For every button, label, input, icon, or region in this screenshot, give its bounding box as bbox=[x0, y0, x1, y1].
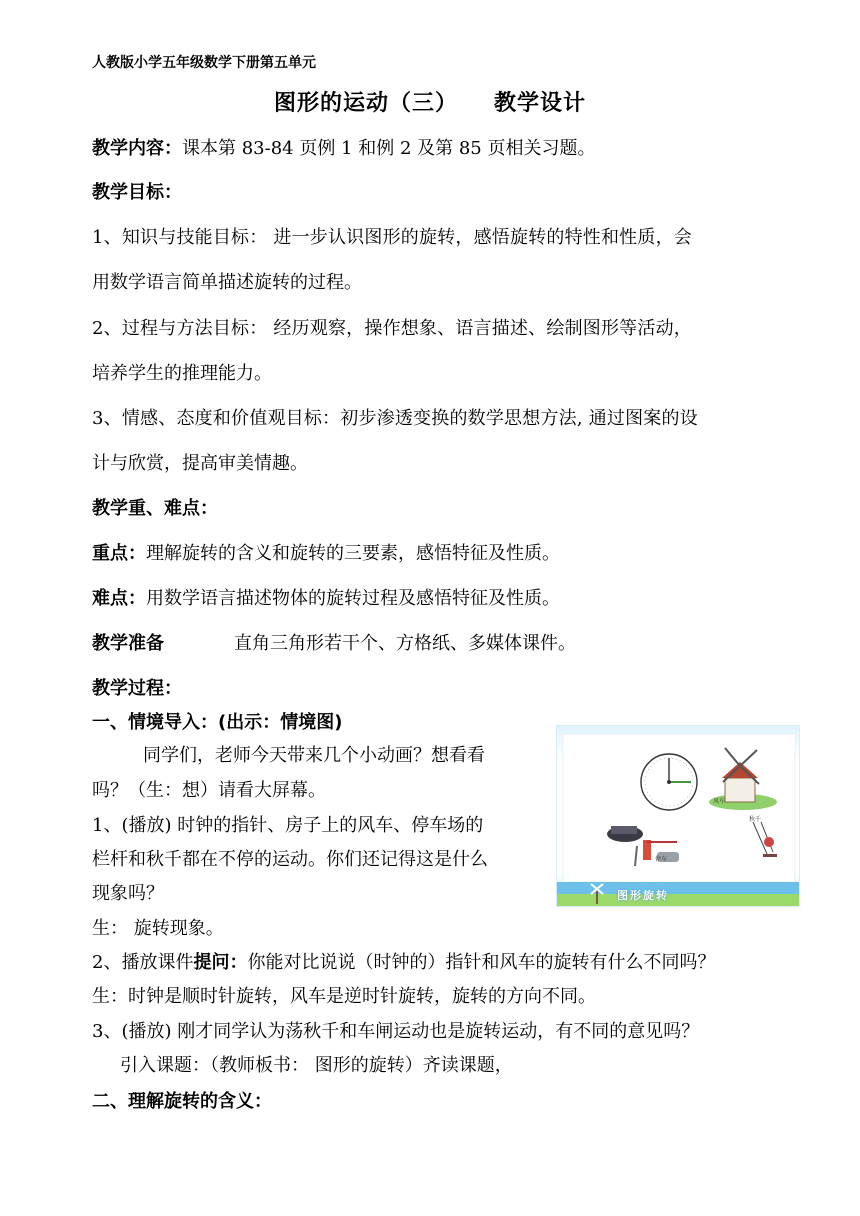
objective-1-line-2: 用数学语言简单描述旋转的过程。 bbox=[92, 272, 362, 293]
scene-banner: 图形旋转 bbox=[617, 889, 669, 902]
paragraph-1-line-1: 同学们，老师今天带来几个小动画？想看看 bbox=[143, 745, 485, 766]
scene-label-swing: 秋千 bbox=[749, 816, 762, 823]
student-answer-2: 生：时钟是顺时针旋转，风车是逆时针旋转，旋转的方向不同。 bbox=[92, 986, 596, 1007]
scene-label-parking: 停车 bbox=[655, 856, 668, 863]
paragraph-6: 3、(播放) 刚才同学认为荡秋千和车闸运动也是旋转运动，有不同的意见吗？ bbox=[92, 1021, 700, 1042]
section-1-heading: 一、情境导入：(出示：情境图) bbox=[92, 712, 343, 733]
paragraph-2-line-2: 栏杆和秋千都在不停的运动。你们还记得这是什么 bbox=[92, 849, 488, 870]
paragraph-2-line-1: 1、(播放) 时钟的指针、房子上的风车、停车场的 bbox=[92, 815, 484, 836]
paragraph-4-prefix: 2、播放课件 bbox=[92, 952, 194, 973]
section-2-heading: 二、理解旋转的含义： bbox=[92, 1091, 272, 1112]
paragraph-7: 引入课题：（教师板书： 图形的旋转）齐读课题， bbox=[120, 1055, 513, 1076]
content-text: 课本第 83-84 页例 1 和例 2 及第 85 页相关习题。 bbox=[182, 138, 596, 159]
scene-illustration bbox=[557, 726, 800, 907]
document-title bbox=[0, 90, 860, 116]
objective-2-line-2: 培养学生的推理能力。 bbox=[92, 363, 272, 384]
paragraph-4-rest: 你能对比说说（时钟的）指针和风车的旋转有什么不同吗？ bbox=[247, 952, 716, 973]
prep-label: 教学准备 bbox=[92, 633, 164, 654]
objective-2-line-1: 2、过程与方法目标： 经历观察，操作想象、语言描述、绘制图形等活动， bbox=[92, 318, 692, 339]
scene-image bbox=[556, 725, 800, 907]
title-right: 教学设计 bbox=[494, 90, 587, 116]
scene-label-windmill: 风车 bbox=[713, 798, 726, 805]
key-point-text: 理解旋转的含义和旋转的三要素，感悟特征及性质。 bbox=[146, 543, 560, 564]
content-label: 教学内容： bbox=[92, 138, 182, 159]
paragraph-2-line-3: 现象吗？ bbox=[92, 883, 164, 904]
hard-point-text: 用数学语言描述物体的旋转过程及感悟特征及性质。 bbox=[146, 588, 560, 609]
student-answer-1: 生： 旋转现象。 bbox=[92, 918, 224, 939]
key-point-line bbox=[92, 543, 560, 565]
hard-point-line bbox=[92, 588, 560, 610]
paragraph-4-question-label: 提问： bbox=[193, 952, 248, 973]
objective-1-line-1: 1、知识与技能目标： 进一步认识图形的旋转，感悟旋转的特性和性质，会 bbox=[92, 227, 692, 248]
objective-3-line-1: 3、情感、态度和价值观目标：初步渗透变换的数学思想方法, 通过图案的设 bbox=[92, 408, 698, 429]
key-point-label: 重点： bbox=[92, 543, 146, 564]
objective-3-line-2: 计与欣赏，提高审美情趣。 bbox=[92, 453, 308, 474]
title-left: 图形的运动（三） bbox=[273, 90, 458, 116]
prep-text: 直角三角形若干个、方格纸、多媒体课件。 bbox=[234, 633, 576, 654]
paragraph-4 bbox=[92, 952, 715, 974]
process-heading: 教学过程： bbox=[92, 678, 182, 699]
paragraph-1-line-2: 吗？（生：想）请看大屏幕。 bbox=[92, 780, 326, 801]
document-header: 人教版小学五年级数学下册第五单元 bbox=[92, 55, 316, 71]
keypoints-heading: 教学重、难点： bbox=[92, 498, 218, 519]
hard-point-label: 难点： bbox=[92, 588, 146, 609]
objectives-heading: 教学目标： bbox=[92, 182, 182, 203]
content-line bbox=[92, 138, 595, 160]
clock-icon bbox=[641, 754, 697, 810]
